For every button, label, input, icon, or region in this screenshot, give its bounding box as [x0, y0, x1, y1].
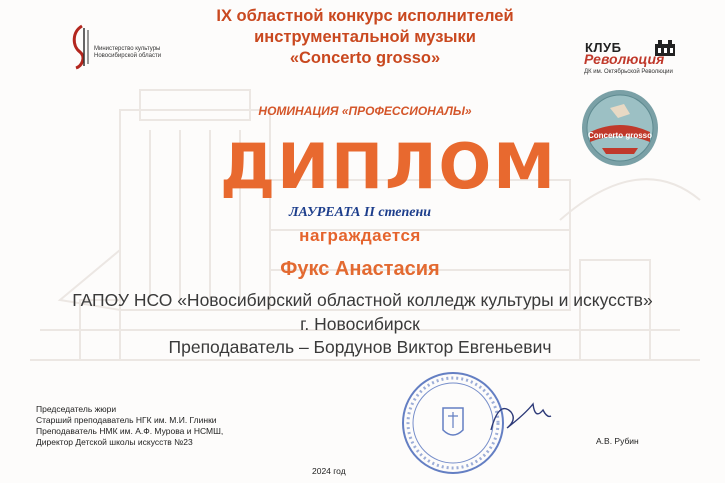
signature — [485, 390, 555, 440]
jury-line: Преподаватель НМК им. А.Ф. Мурова и НСМШ, — [36, 426, 224, 436]
awarded-label: награждается — [299, 226, 421, 245]
jury-line: Директор Детской школы искусств №23 — [36, 437, 193, 447]
club-logo — [582, 40, 692, 82]
ministry-logo — [68, 22, 183, 72]
club-logo-line3: ДК им. Октябрьской Революции — [584, 69, 673, 75]
year: 2024 год — [312, 466, 346, 476]
laureate-degree: ЛАУРЕАТА II степени — [288, 205, 432, 220]
ministry-name: Министерство культуры Новосибирской области — [94, 46, 162, 59]
contest-title-line: IX областной конкурс исполнителей — [216, 7, 514, 25]
organization-name: ГАПОУ НСО «Новосибирский областной колледж культуры и искусств» — [72, 290, 653, 310]
jury-info — [36, 404, 366, 448]
contest-title-line: инструментальной музыки — [254, 28, 476, 46]
jury-line: Старший преподаватель НГК им. М.И. Глинки — [36, 415, 217, 425]
diploma-heading: ДИПЛОМ — [220, 130, 557, 203]
contest-seal-text: Concerto grosso — [587, 131, 653, 140]
violin-scroll-icon — [68, 22, 94, 72]
contest-seal — [580, 88, 660, 168]
recipient-name: Фукс Анастасия — [280, 258, 440, 280]
contest-title-line: «Concerto grosso» — [289, 49, 441, 67]
jury-chair-name: А.В. Рубин — [596, 436, 639, 446]
club-logo-line1: КЛУБ — [585, 40, 622, 55]
city-name: г. Новосибирск — [300, 314, 420, 334]
club-logo-line2: Революция — [584, 51, 665, 67]
teacher-name: Преподаватель – Бордунов Виктор Евгеньевич — [168, 337, 552, 357]
jury-line: Председатель жюри — [36, 404, 117, 414]
contest-title — [185, 6, 545, 69]
nomination: НОМИНАЦИЯ «ПРОФЕССИОНАЛЫ» — [258, 104, 472, 118]
